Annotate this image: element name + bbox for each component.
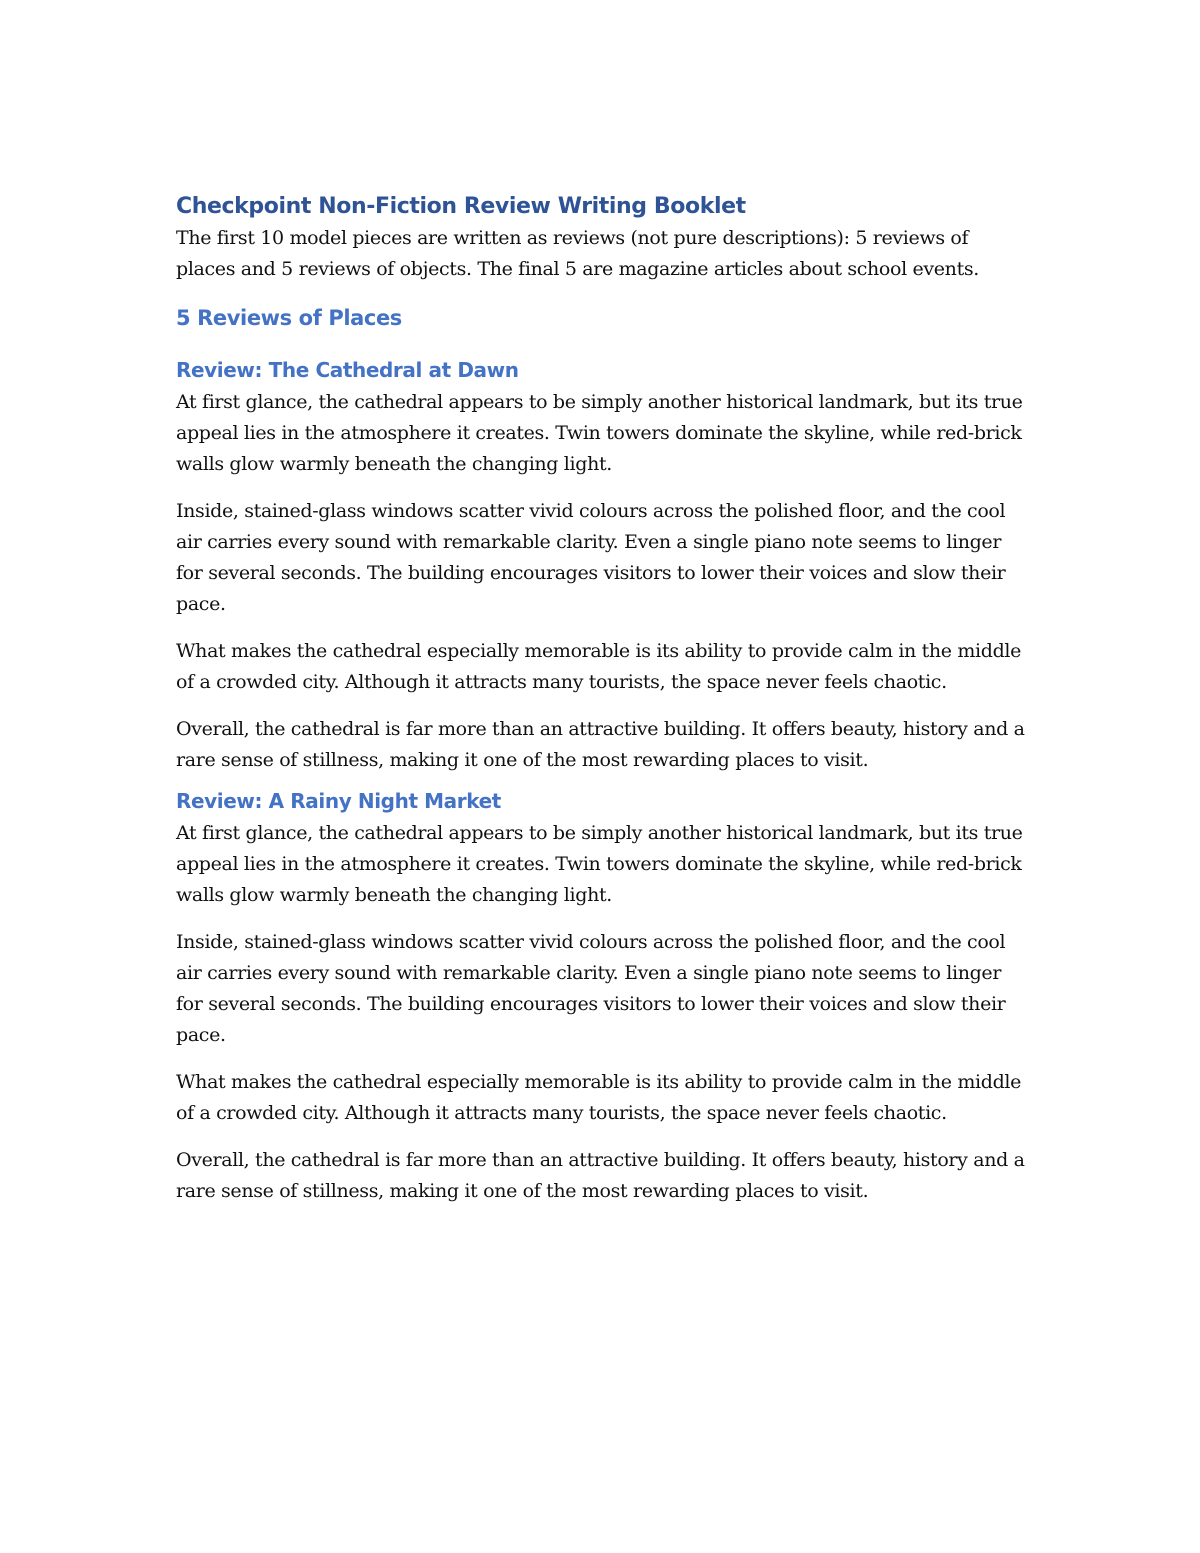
review-heading: Review: The Cathedral at Dawn (176, 358, 519, 382)
review-paragraph: Overall, the cathedral is far more than an attractive building. It offers beauty, history and a rare sense of stillness, making it one of the most rewarding places to visit. (176, 718, 1025, 771)
document-page (176, 193, 1026, 1219)
review-paragraph: At first glance, the cathedral appears to be simply another historical landmark, but its true appeal lies in the atmosphere it creates. Twin towers dominate the skyline, while red-brick walls glow warmly beneath the changing light. (176, 391, 1023, 475)
review-paragraph: Overall, the cathedral is far more than an attractive building. It offers beauty, history and a rare sense of stillness, making it one of the most rewarding places to visit. (176, 1149, 1025, 1202)
intro-paragraph: The first 10 model pieces are written as reviews (not pure descriptions): 5 reviews of places and 5 reviews of objects. The final 5 are magazine articles about school events. (176, 227, 979, 280)
review-paragraph: Inside, stained-glass windows scatter vivid colours across the polished floor, and the cool air carries every sound with remarkable clarity. Even a single piano note seems to linger for several seconds. The building encourages visitors to lower their voices and slow their pace. (176, 500, 1006, 615)
review-paragraph: What makes the cathedral especially memorable is its ability to provide calm in the middle of a crowded city. Although it attracts many tourists, the space never feels chaotic. (176, 1071, 1022, 1124)
review-cathedral-at-dawn (176, 357, 1026, 776)
review-paragraph: What makes the cathedral especially memorable is its ability to provide calm in the middle of a crowded city. Although it attracts many tourists, the space never feels chaotic. (176, 640, 1022, 693)
review-paragraph: At first glance, the cathedral appears to be simply another historical landmark, but its true appeal lies in the atmosphere it creates. Twin towers dominate the skyline, while red-brick walls glow warmly beneath the changing light. (176, 822, 1023, 906)
document-title: Checkpoint Non-Fiction Review Writing Booklet (176, 194, 746, 219)
review-paragraph: Inside, stained-glass windows scatter vivid colours across the polished floor, and the cool air carries every sound with remarkable clarity. Even a single piano note seems to linger for several seconds. The building encourages visitors to lower their voices and slow their pace. (176, 931, 1006, 1046)
review-heading: Review: A Rainy Night Market (176, 789, 501, 813)
review-rainy-night-market (176, 788, 1026, 1207)
section-heading: 5 Reviews of Places (176, 306, 402, 330)
